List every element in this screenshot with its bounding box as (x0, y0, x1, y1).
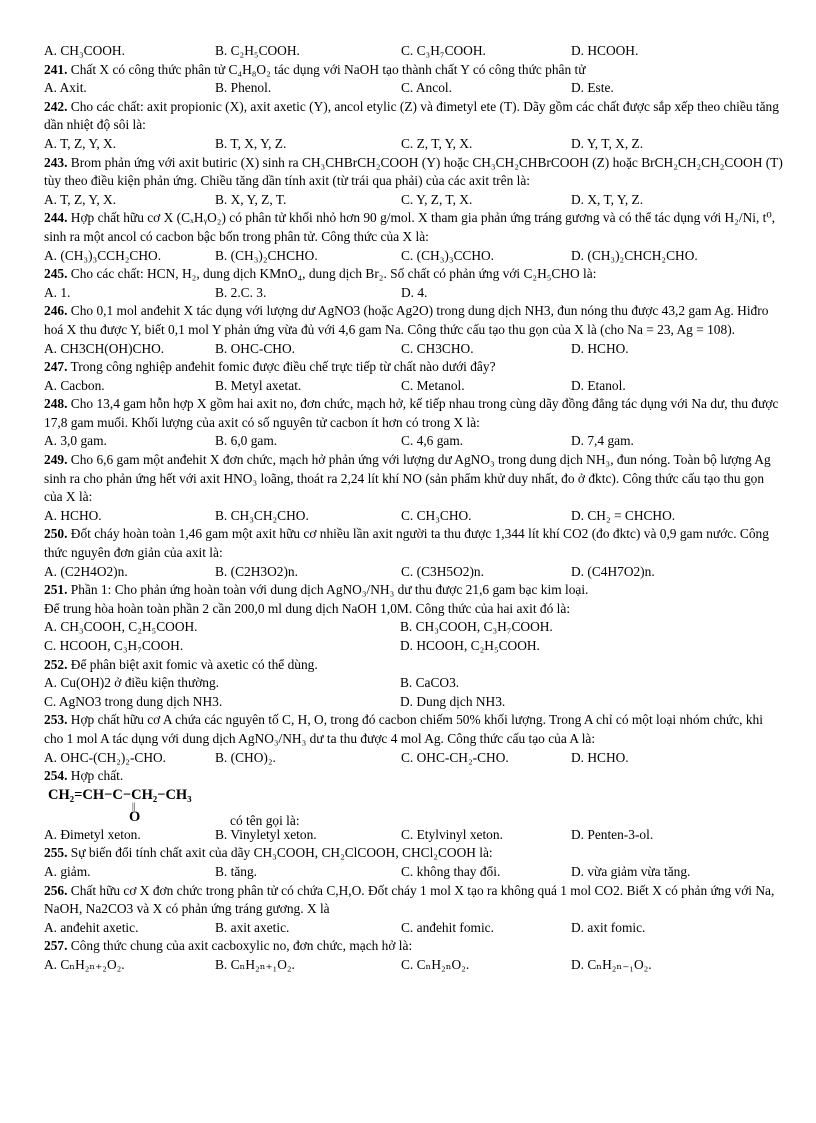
question-text: Hợp chất. (70, 768, 124, 784)
option-c: C. Etylvinyl xeton. (401, 826, 503, 842)
option-c: C. (CH₃)₃CCHO. (401, 247, 495, 263)
formula-chain: CH₂=CH−C−CH₂−CH₃ (48, 786, 192, 803)
option-b: B. Vinyletyl xeton. (215, 826, 317, 842)
option-a: A. T, Z, Y, X. (44, 191, 117, 207)
q252-options-row-2 (44, 693, 784, 712)
question-241 (44, 61, 784, 80)
option-b: B. C₂H₅COOH. (215, 43, 300, 58)
option-d: D. HCHO. (571, 340, 629, 356)
option-c: C. anđehit fomic. (401, 919, 494, 935)
option-c: C. CH₃CHO. (401, 507, 472, 523)
option-b: B. (CH₃)₂CHCHO. (215, 247, 318, 263)
question-257 (44, 937, 784, 956)
option-a: A. (CH₃)₃CCH₂CHO. (44, 247, 162, 263)
question-text: Cho 0,1 mol anđehit X tác dụng với lượng dư AgNO3 (hoặc Ag2O) trong dung dịch NH3, đun nóng thu được 43,2 gam Ag. Hiđro hoá X thu được Y, biết 0,1 mol Y phản ứng vừa đủ với 4,6 gam Na. Công thức cấu tạo thu gọn của X là (cho Na = 23, Ag = 108). (44, 303, 769, 337)
q256-options (44, 919, 784, 938)
option-b: B. tăng. (215, 863, 258, 879)
option-a: A. 3,0 gam. (44, 433, 107, 449)
option-b: B. CₙH₂ₙ₊₁O₂. (215, 956, 295, 972)
q248-options (44, 432, 784, 451)
q242-options (44, 135, 784, 154)
option-d: D. HCHO. (571, 749, 629, 765)
q254-options (44, 826, 784, 845)
option-b: B. (C2H3O2)n. (215, 563, 298, 579)
option-d: D. Etanol. (571, 377, 626, 393)
option-a: A. Đimetyl xeton. (44, 826, 141, 842)
question-number: 254. (44, 768, 68, 784)
q250-options (44, 563, 784, 582)
option-b: B. OHC-CHO. (215, 340, 295, 356)
question-254 (44, 767, 784, 786)
option-a: A. 1. (44, 284, 71, 300)
option-d: D. Y, T, X, Z. (571, 135, 644, 151)
option-a: A. HCHO. (44, 507, 102, 523)
option-c: C. CₙH₂ₙO₂. (401, 956, 470, 972)
option-b: B. 2.C. 3. (215, 284, 267, 300)
q253-options (44, 749, 784, 768)
question-text: Sự biến đổi tính chất axit của dãy CH₃COOH, CH₂ClCOOH, CHCl₂COOH là: (70, 845, 493, 861)
question-number: 248. (44, 396, 68, 412)
question-number: 256. (44, 882, 68, 898)
question-250 (44, 525, 784, 562)
question-text: Chất X có công thức phân tử C₄H₈O₂ tác dụng với NaOH tạo thành chất Y có công thức phân tử (70, 61, 586, 77)
question-number: 253. (44, 712, 68, 728)
q246-options (44, 340, 784, 359)
option-c: C. 4,6 gam. (401, 433, 464, 449)
option-a: A. CH₃COOH, C₂H₅COOH. (44, 619, 198, 635)
option-a: A. Axit. (44, 80, 87, 96)
option-d: D. Dung dịch NH3. (400, 693, 506, 709)
question-244 (44, 209, 784, 246)
option-a: A. CH3CH(OH)CHO. (44, 340, 165, 356)
option-d: D. 7,4 gam. (571, 433, 634, 449)
structural-formula (44, 786, 784, 826)
option-a: A. Cu(OH)2 ở điều kiện thường. (44, 675, 220, 691)
question-text: Đốt cháy hoàn toàn 1,46 gam một axit hữu cơ nhiều lần axit người ta thu được 1,344 lít khí CO2 (đo đktc) và 0,9 gam nước. Công thức nguyên đơn giản của axit là: (44, 526, 769, 561)
question-number: 252. (44, 656, 68, 672)
option-d: D. CH₂ = CHCHO. (571, 507, 676, 523)
question-text: Brom phản ứng với axit butiric (X) sinh ra CH₃CHBrCH₂COOH (Y) hoặc CH₃CH₂CHBrCOOH (Z) hoặc BrCH₂CH₂CH₂COOH (T) tùy theo điều kiện phản ứng. Chiều tăng dần tính axit (từ trái qua phải) của các axit trên là: (44, 154, 783, 189)
option-c: C. (C3H5O2)n. (401, 563, 484, 579)
question-255 (44, 844, 784, 863)
option-c: C. HCOOH, C₃H₇COOH. (44, 638, 184, 653)
option-b: B. CH₃COOH, C₃H₇COOH. (400, 619, 553, 635)
question-249 (44, 451, 784, 507)
question-text: Trong công nghiệp anđehit fomic được điều chế trực tiếp từ chất nào dưới đây? (70, 359, 496, 375)
question-number: 251. (44, 582, 68, 598)
q252-options-row-1 (44, 674, 784, 693)
question-number: 249. (44, 452, 68, 468)
exam-page (44, 42, 784, 975)
option-a: A. T, Z, Y, X. (44, 135, 117, 151)
option-d: D. X, T, Y, Z. (571, 191, 644, 207)
option-a: A. anđehit axetic. (44, 919, 139, 935)
question-247 (44, 358, 784, 377)
q245-options (44, 284, 784, 303)
option-c: C. C₃H₇COOH. (401, 43, 486, 58)
question-number: 246. (44, 303, 68, 319)
option-b: B. CH₃CH₂CHO. (215, 507, 309, 523)
option-b: B. (CHO)₂. (215, 749, 276, 765)
question-243 (44, 154, 784, 191)
q249-options (44, 507, 784, 526)
question-text: Hợp chất hữu cơ X (CₓHᵧO₂) có phân tử khối nhỏ hơn 90 g/mol. X tham gia phản ứng tráng gương và có thể tác dụng với H₂/Ni, t⁰, sinh ra một ancol có cacbon bậc bốn trong phân tử. Công thức của X là: (44, 210, 776, 244)
question-text: Cho các chất: HCN, H₂, dung dịch KMnO₄, dung dịch Br₂. Số chất có phản ứng với C₂H₅CHO là: (70, 266, 597, 282)
question-number: 255. (44, 845, 68, 861)
question-text: Cho các chất: axit propionic (X), axit axetic (Y), ancol etylic (Z) và đimetyl ete (T). Dãy gồm các chất được sắp xếp theo chiều tăng dần nhiệt độ sôi là: (44, 98, 779, 133)
option-d: D. HCOOH, C₂H₅COOH. (400, 638, 540, 653)
option-c: C. AgNO3 trong dung dịch NH3. (44, 693, 223, 709)
question-number: 257. (44, 938, 68, 954)
question-252 (44, 656, 784, 675)
option-b: B. CaCO3. (400, 675, 460, 691)
question-number: 243. (44, 154, 68, 170)
option-b: B. axit axetic. (215, 919, 290, 935)
q257-options (44, 956, 784, 975)
question-number: 245. (44, 266, 68, 282)
option-a: A. CₙH₂ₙ₊₂O₂. (44, 956, 125, 972)
option-c: C. OHC-CH₂-CHO. (401, 749, 509, 765)
option-d: D. CₙH₂ₙ₋₁O₂. (571, 956, 652, 972)
option-c: C. CH3CHO. (401, 340, 474, 356)
formula-caption: có tên gọi là: (230, 812, 300, 828)
option-c: C. Ancol. (401, 80, 452, 96)
question-256 (44, 882, 784, 919)
option-c: C. không thay đổi. (401, 863, 501, 879)
q244-options (44, 247, 784, 266)
question-text: Cho 6,6 gam một anđehit X đơn chức, mạch hở phản ứng với lượng dư AgNO₃ trong dung dịch NH₃, đun nóng. Toàn bộ lượng Ag sinh ra cho phản ứng hết với axit HNO₃ loãng, thoát ra 2,24 lít khí NO (sản phẩm khử duy nhất, đo ở đktc). Công thức cấu tạo thu gọn của X là: (44, 452, 771, 505)
option-d: D. HCOOH. (571, 43, 639, 58)
question-number: 241. (44, 61, 68, 77)
option-d: D. (C4H7O2)n. (571, 563, 655, 579)
option-c: C. Z, T, Y, X. (401, 135, 473, 151)
q243-options (44, 191, 784, 210)
question-text: Công thức chung của axit cacboxylic no, đơn chức, mạch hở là: (70, 938, 413, 954)
question-number: 250. (44, 526, 68, 542)
option-d: D. vừa giảm vừa tăng. (571, 863, 691, 879)
question-246 (44, 302, 784, 339)
formula-oxygen: O (129, 808, 141, 825)
option-b: B. Metyl axetat. (215, 377, 302, 393)
q251-options-row-1 (44, 618, 784, 637)
option-a: A. CH₃COOH. (44, 43, 125, 58)
option-b: B. 6,0 gam. (215, 433, 278, 449)
question-text: Để phân biệt axit fomic và axetic có thể dùng. (70, 656, 318, 672)
question-245 (44, 265, 784, 284)
question-251-line-2: Để trung hòa hoàn toàn phần 2 cần 200,0 ml dung dịch NaOH 1,0M. Công thức của hai axit đó là: (44, 600, 571, 616)
option-a: A. (C2H4O2)n. (44, 563, 128, 579)
q255-options (44, 863, 784, 882)
option-d: D. Penten-3-ol. (571, 826, 654, 842)
option-d: D. Este. (571, 80, 614, 96)
option-d: D. axit fomic. (571, 919, 646, 935)
q240-options (44, 42, 784, 61)
formula-skeleton (48, 786, 192, 825)
option-c: C. Y, Z, T, X. (401, 191, 473, 207)
question-253 (44, 711, 784, 748)
q241-options (44, 79, 784, 98)
double-bond-mark: || (132, 800, 136, 811)
q251-options-row-2 (44, 637, 784, 656)
option-c: C. Metanol. (401, 377, 465, 393)
question-number: 242. (44, 98, 68, 114)
question-242 (44, 98, 784, 135)
option-b: B. Phenol. (215, 80, 272, 96)
question-text: Chất hữu cơ X đơn chức trong phân tử có chứa C,H,O. Đốt cháy 1 mol X tạo ra không quá 1 mol CO2. Biết X có phản ứng với Na, NaOH, Na2CO3 và X có phản ứng tráng gương. X là (44, 882, 775, 917)
question-number: 244. (44, 210, 68, 226)
q247-options (44, 377, 784, 396)
question-number: 247. (44, 359, 68, 375)
option-a: A. Cacbon. (44, 377, 105, 393)
question-text: Hợp chất hữu cơ A chứa các nguyên tố C, H, O, trong đó cacbon chiếm 50% khối lượng. Trong A chỉ có một loại nhóm chức, khi cho 1 mol A tác dụng với dung dịch AgNO₃/NH₃ dư ta thu được 4 mol Ag. Công thức cấu tạo của A là: (44, 712, 763, 746)
option-b: B. X, Y, Z, T. (215, 191, 287, 207)
option-d: D. (CH₃)₂CHCH₂CHO. (571, 247, 698, 263)
question-text: Cho 13,4 gam hỗn hợp X gồm hai axit no, đơn chức, mạch hở, kế tiếp nhau trong cùng dãy đồng đẳng tác dụng với Na dư, thu được 17,8 gam muối. Khối lượng của axit có số nguyên tử cacbon ít hơn có trong X là: (44, 396, 779, 430)
question-251 (44, 581, 784, 600)
option-b: B. T, X, Y, Z. (215, 135, 287, 151)
question-text-line-1: Phần 1: Cho phản ứng hoàn toàn với dung dịch AgNO₃/NH₃ dư thu được 21,6 gam bạc kim loại. (70, 582, 589, 598)
question-248 (44, 395, 784, 432)
option-a: A. giảm. (44, 863, 91, 879)
option-a: A. OHC-(CH₂)₂-CHO. (44, 749, 167, 765)
option-d: D. 4. (401, 284, 428, 300)
